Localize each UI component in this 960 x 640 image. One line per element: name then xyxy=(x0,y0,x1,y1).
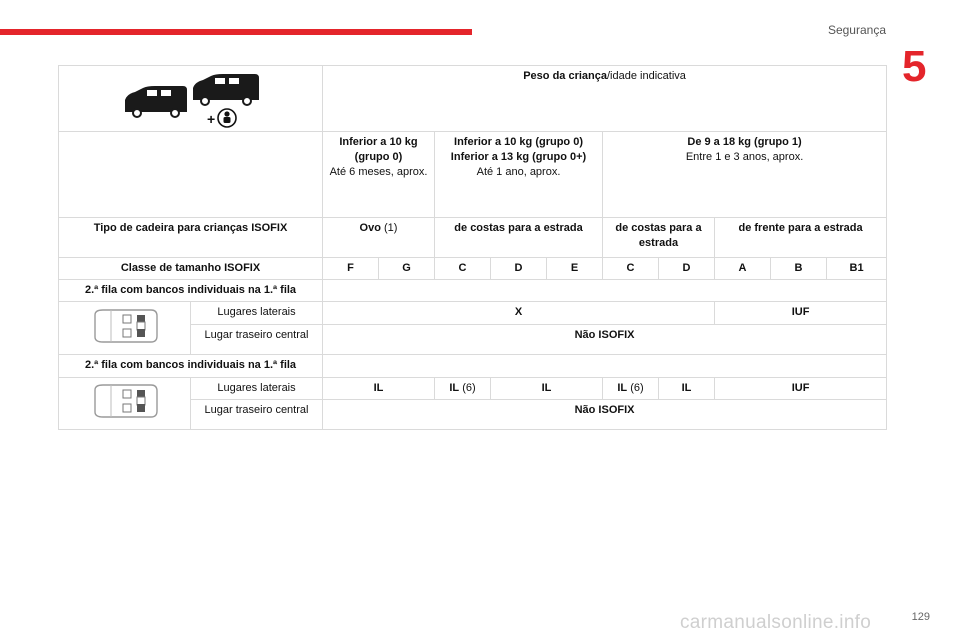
child-seat-icon xyxy=(207,109,236,127)
size-class: D xyxy=(659,258,715,280)
section-title: Segurança xyxy=(827,23,886,37)
empty-cell xyxy=(59,132,323,218)
seat-type-ovo: Ovo (1) xyxy=(323,218,435,258)
weight-class-group-1: De 9 a 18 kg (grupo 1) Entre 1 e 3 anos, aprox. xyxy=(603,132,887,218)
weight-header: Peso da criança/idade indicativa xyxy=(323,66,887,132)
size-class: C xyxy=(435,258,491,280)
central-seat-label: Lugar traseiro central xyxy=(191,325,323,355)
header-accent-bar xyxy=(0,29,472,35)
isofix-table xyxy=(58,65,887,430)
lateral-seats-label: Lugares laterais xyxy=(191,302,323,325)
seat-layout-icon xyxy=(89,307,161,345)
seat-type-forward-facing: de frente para a estrada xyxy=(715,218,887,258)
central-seat-value: Não ISOFIX xyxy=(323,400,887,430)
section-2-title: 2.ª fila com bancos individuais na 1.ª fila xyxy=(59,355,323,378)
vehicle-icons-cell xyxy=(59,66,323,132)
lateral-value: IL (6) xyxy=(435,378,491,400)
lateral-value: X xyxy=(323,302,715,325)
seat-type-rear-facing-2: de costas para a estrada xyxy=(603,218,715,258)
seat-layout-cell xyxy=(59,302,191,355)
central-seat-label: Lugar traseiro central xyxy=(191,400,323,430)
size-class-label: Classe de tamanho ISOFIX xyxy=(59,258,323,280)
watermark: carmanualsonline.info xyxy=(680,612,872,633)
weight-class-group-0-plus: Inferior a 10 kg (grupo 0) Inferior a 13 kg (grupo 0+) Até 1 ano, aprox. xyxy=(435,132,603,218)
page-number: 129 xyxy=(911,611,930,623)
size-class: A xyxy=(715,258,771,280)
weight-class-group-0: Inferior a 10 kg (grupo 0) Até 6 meses, aprox. xyxy=(323,132,435,218)
van-icon xyxy=(193,74,259,105)
seat-layout-icon xyxy=(89,382,161,420)
lateral-value: IL xyxy=(491,378,603,400)
size-class: B xyxy=(771,258,827,280)
lateral-value: IL xyxy=(659,378,715,400)
seat-type-label: Tipo de cadeira para crianças ISOFIX xyxy=(59,218,323,258)
size-class: G xyxy=(379,258,435,280)
section-1-title: 2.ª fila com bancos individuais na 1.ª fila xyxy=(59,280,323,302)
seat-type-rear-facing: de costas para a estrada xyxy=(435,218,603,258)
seat-layout-cell xyxy=(59,378,191,430)
chapter-number: 5 xyxy=(902,42,927,91)
vans-and-child-seat-icon xyxy=(121,72,271,130)
size-class: E xyxy=(547,258,603,280)
lateral-value: IL (6) xyxy=(603,378,659,400)
lateral-value: IUF xyxy=(715,378,887,400)
lateral-value: IUF xyxy=(715,302,887,325)
van-icon xyxy=(125,86,187,117)
empty-cell xyxy=(323,355,887,378)
size-class: B1 xyxy=(827,258,887,280)
central-seat-value: Não ISOFIX xyxy=(323,325,887,355)
svg-text:+: + xyxy=(207,111,216,127)
size-class: C xyxy=(603,258,659,280)
lateral-value: IL xyxy=(323,378,435,400)
size-class: D xyxy=(491,258,547,280)
empty-cell xyxy=(323,280,887,302)
size-class: F xyxy=(323,258,379,280)
lateral-seats-label: Lugares laterais xyxy=(191,378,323,400)
